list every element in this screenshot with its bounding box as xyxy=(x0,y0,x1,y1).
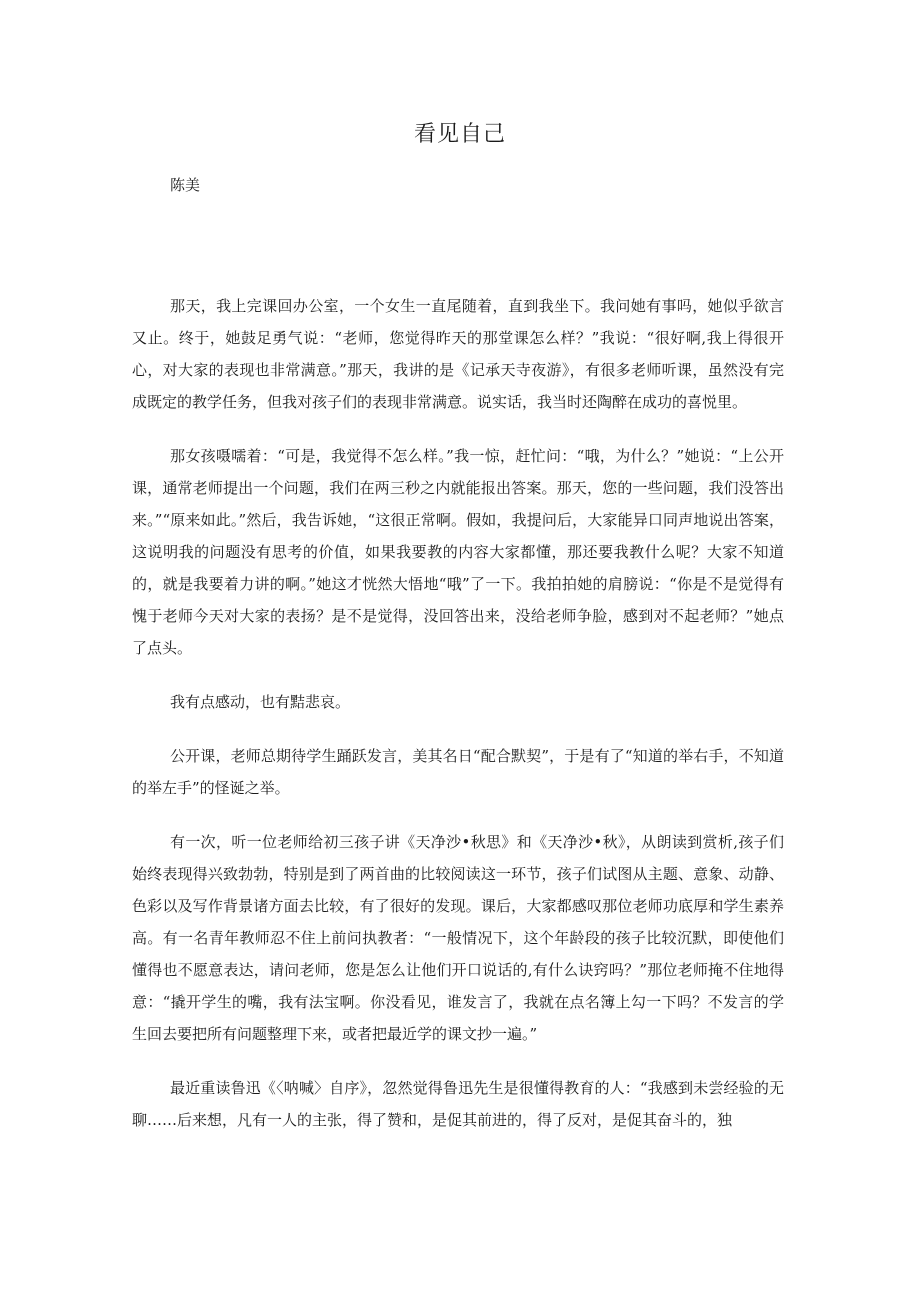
paragraph: 有一次，听一位老师给初三孩子讲《天净沙•秋思》和《天净沙•秋》，从朗读到赏析,孩子们始终表现得兴致勃勃，特别是到了两首曲的比较阅读这一环节，孩子们试图从主题、意象、动静、色彩以及写作背景诸方面去比较，有了很好的发现。课后，大家都感叹那位老师功底厚和学生素养高。有一名青年教师忍不住上前问执教者：“一般情况下，这个年龄段的孩子比较沉默，即使他们懂得也不愿意表达，请问老师，您是怎么让他们开口说话的,有什么诀窍吗？”那位老师掩不住地得意：“撬开学生的嘴，我有法宝啊。你没看见，谁发言了，我就在点名簿上勾一下吗？不发言的学生回去要把所有问题整理下来，或者把最近学的课文抄一遍。” xyxy=(132,833,784,1043)
paragraph: 那天，我上完课回办公室，一个女生一直尾随着，直到我坐下。我问她有事吗，她似乎欲言又止。终于，她鼓足勇气说：“老师，您觉得昨天的那堂课怎么样？”我说：“很好啊,我上得很开心，对大家的表现也非常满意。”那天，我讲的是《记承天寺夜游》，有很多老师听课，虽然没有完成既定的教学任务，但我对孩子们的表现非常满意。说实话，我当时还陶醉在成功的喜悦里。 xyxy=(132,297,784,411)
paragraph: 我有点感动，也有黠悲哀。 xyxy=(170,693,351,711)
paragraph: 公开课，老师总期待学生踊跃发言，美其名日“配合默契”，于是有了“知道的举右手，不知道的举左手”的怪诞之举。 xyxy=(132,747,784,797)
paragraph: 那女孩嗫嚅着：“可是，我觉得不怎么样。”我一惊，赶忙问：“哦，为什么？”她说：“上公开课，通常老师提出一个问题，我们在两三秒之内就能报出答案。那天，您的一些问题，我们没答出来。”“原来如此。”然后，我告诉她，“这很正常啊。假如，我提问后，大家能异口同声地说出答案，这说明我的问题没有思考的价值，如果我要教的内容大家都懂，那还要我教什么呢？大家不知道的，就是我要着力讲的啊。”她这才恍然大悟地“哦”了一下。我拍拍她的肩膀说：“你是不是觉得有愧于老师今天对大家的表扬？是不是觉得，没回答出来，没给老师争脸，感到对不起老师？”她点了点头。 xyxy=(132,447,784,657)
document-body xyxy=(132,290,784,1136)
author-name: 陈美 xyxy=(170,176,201,194)
document-title: 看见自己 xyxy=(413,122,506,147)
paragraph: 最近重读鲁迅《〈呐喊〉自序》，忽然觉得鲁迅先生是很懂得教育的人：“我感到未尝经验的无聊……后来想，凡有一人的主张，得了赞和，是促其前进的，得了反对，是促其奋斗的，独 xyxy=(132,1079,784,1129)
